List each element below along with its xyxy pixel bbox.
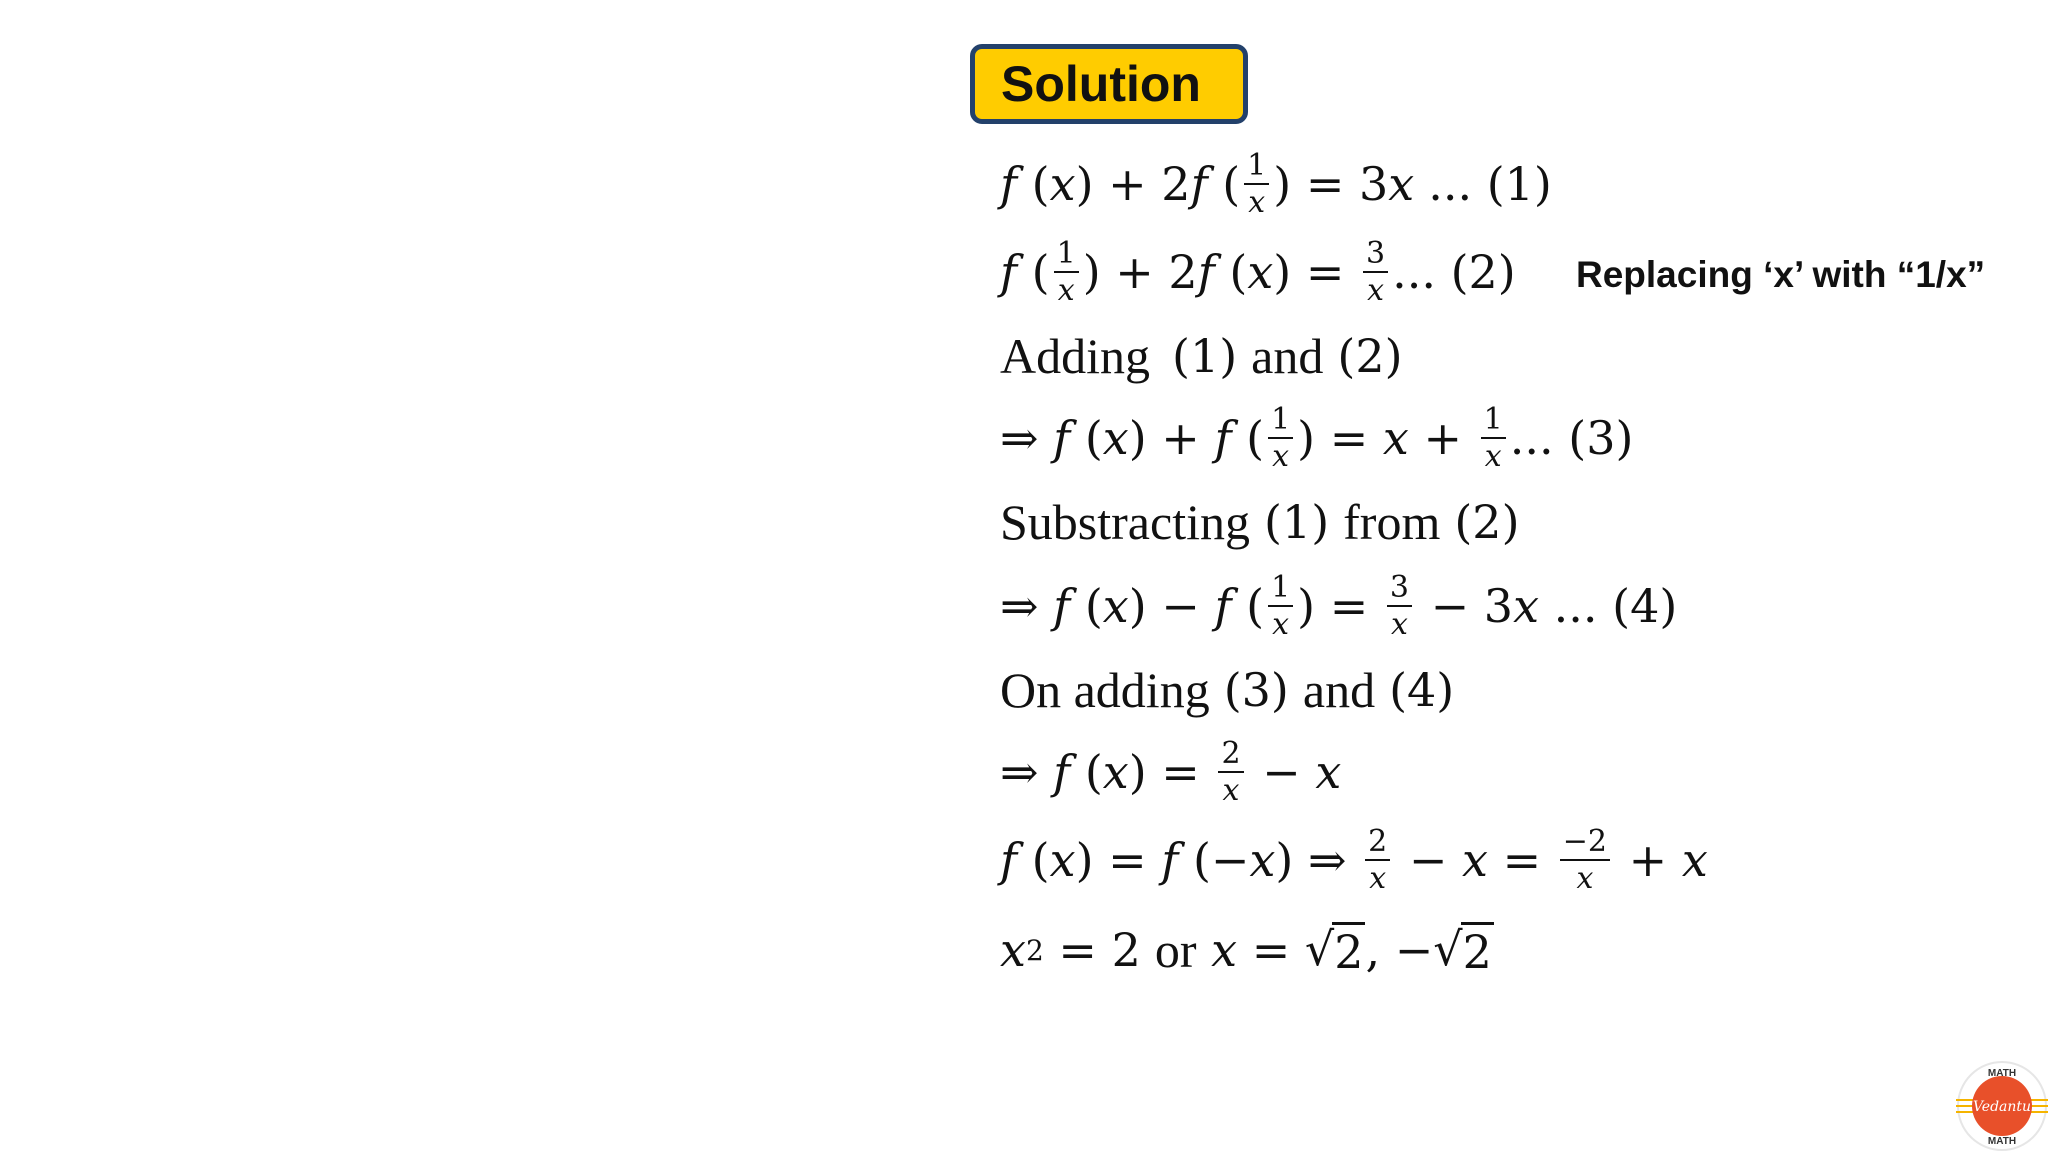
eq-ref-2c: (2) bbox=[1454, 495, 1520, 549]
eq-ref-4b: (4) bbox=[1389, 663, 1455, 717]
step-line-7 bbox=[1000, 648, 1454, 732]
sqrt-2: √ 2 bbox=[1304, 921, 1364, 979]
step-line-8: ⇒ f ( x ) = $\frac{2}{x}$ − x bbox=[1000, 735, 1342, 808]
logo-graphic bbox=[1952, 1060, 2048, 1152]
eq-ref-3: (3) bbox=[1568, 411, 1634, 465]
replacing-note: Replacing ‘x’ with “1/x” bbox=[1576, 254, 1986, 295]
on-adding-label: On adding bbox=[1000, 662, 1210, 718]
eq-ref-3b: (3) bbox=[1223, 663, 1289, 717]
step-line-5 bbox=[1000, 480, 1520, 564]
step-line-2: f ( $\frac{1}{x}$ ) + 2 f ( x ) = $\frac{3}{x}$ ... (2) bbox=[1000, 235, 1516, 308]
adding-label: Adding bbox=[1000, 328, 1150, 384]
eq-ref-1b: (1) bbox=[1172, 329, 1238, 383]
or-label: or bbox=[1154, 922, 1197, 978]
from-label: from bbox=[1343, 494, 1441, 550]
solution-title: Solution bbox=[1001, 56, 1201, 112]
step-line-1: f ( x ) + 2 f ( $\frac{1}{x}$ ) = 3 x ... (1) bbox=[1000, 147, 1552, 220]
eq-ref-1c: (1) bbox=[1263, 495, 1330, 549]
logo-ring-top: MATH bbox=[1987, 1068, 2017, 1079]
step-line-6: ⇒ f ( x ) − f ( $\frac{1}{x}$ ) = $\frac{3}{x}$ − 3 x ... (4) bbox=[1000, 569, 1678, 642]
solution-title-badge bbox=[970, 44, 1248, 124]
step-line-3 bbox=[1000, 314, 1403, 398]
substracting-label: Substracting bbox=[1000, 494, 1250, 550]
and-label-2: and bbox=[1302, 662, 1376, 718]
neg-sqrt-2: √ 2 bbox=[1433, 921, 1492, 979]
and-label: and bbox=[1251, 328, 1324, 384]
logo-text: Vedantu bbox=[1972, 1099, 2032, 1115]
step-line-10: x 2 = 2 or x = √ 2 , − √ 2 bbox=[1000, 921, 1492, 979]
step-line-9: f ( x ) = f (− x ) ⇒ $\frac{2}{x}$ − x = $\frac{-2}{x}$ + x bbox=[1000, 823, 1708, 896]
logo-ring-bottom: MATH bbox=[1987, 1136, 2017, 1147]
vedantu-math-logo bbox=[1952, 1060, 2048, 1152]
eq-ref-1: (1) bbox=[1486, 157, 1552, 211]
step-line-4: ⇒ f ( x ) + f ( $\frac{1}{x}$ ) = x + $\frac{1}{x}$ ... (3) bbox=[1000, 401, 1634, 474]
eq-ref-2b: (2) bbox=[1337, 329, 1403, 383]
eq-ref-4: (4) bbox=[1612, 579, 1678, 633]
eq-ref-2: (2) bbox=[1450, 245, 1516, 299]
